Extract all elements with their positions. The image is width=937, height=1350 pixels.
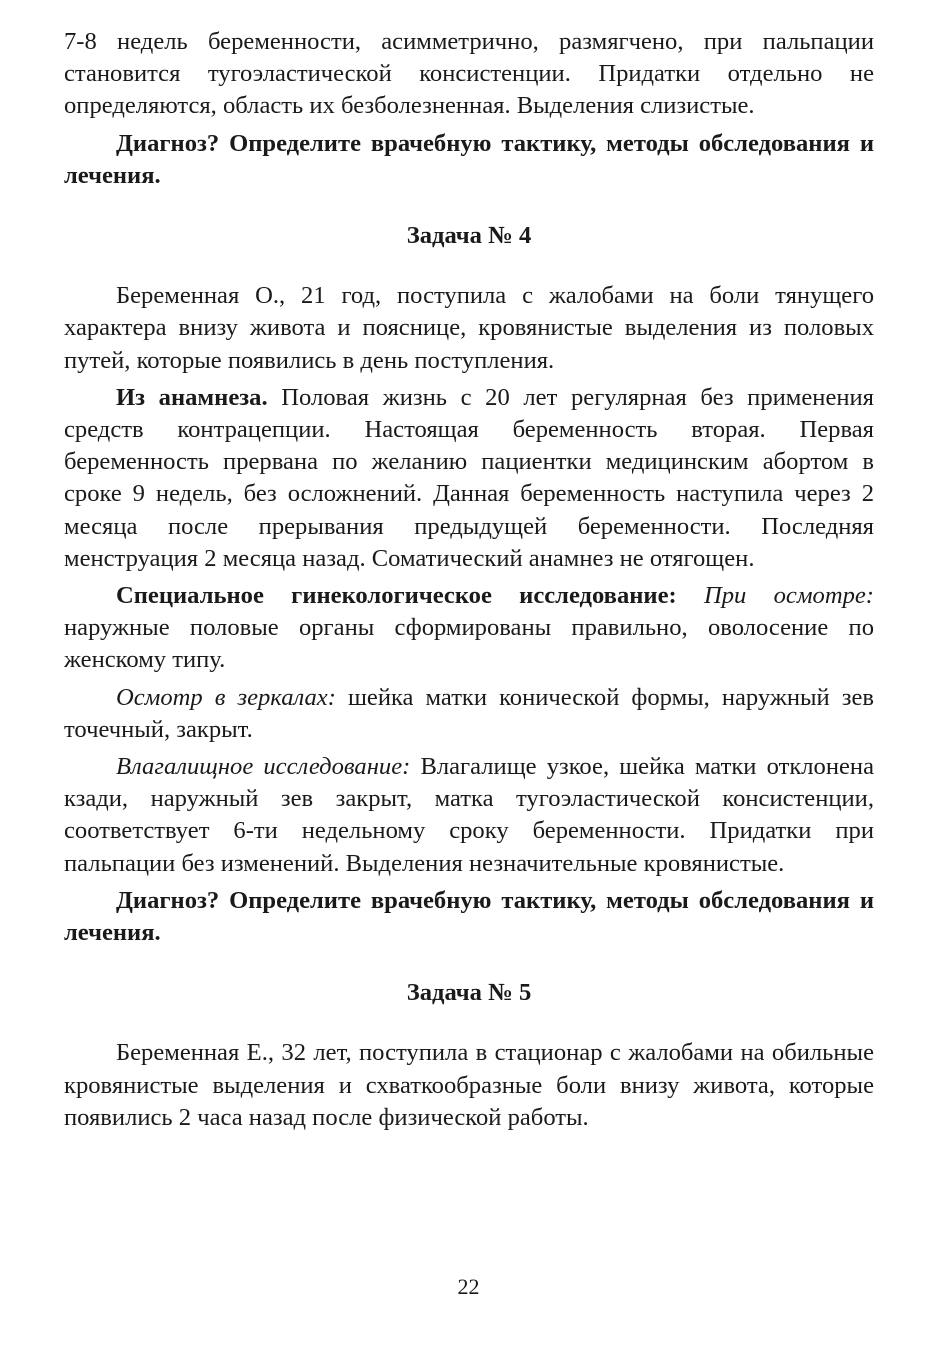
task5-complaint: Беременная Е., 32 лет, поступила в стационар с жалобами на обильные кровянистые выделения и схваткообразные боли внизу живота, которые появились 2 часа назад после физической работы. — [64, 1039, 874, 1131]
anamnesis-text: Половая жизнь с 20 лет регулярная без применения средств контрацепции. Настоящая беременность вторая. Первая беременность прервана по желанию пациентки медицинским абортом в сроке 9 недель, без осложнений. Данная беременность наступила через 2 месяца после прерывания предыдущей беременности. Последняя менструация 2 месяца назад. Соматический анамнез не отягощен. — [64, 383, 874, 572]
inspection-text: наружные половые органы сформированы правильно, оволосение по женскому типу. — [64, 614, 874, 674]
exam-label: Специальное гинекологическое исследование: — [116, 582, 677, 610]
speculum-text: шейка матки конической формы, наружный зев точечный, закрыт. — [64, 683, 875, 743]
intro-paragraph: 7-8 недель беременности, асимметрично, размягчено, при пальпации становится тугоэластической консистенции. Придатки отдельно не определяются, область их безболезненная. Выделения слизистые. — [64, 28, 874, 120]
page-number: 22 — [457, 1274, 480, 1299]
task4-question: Диагноз? Определите врачебную тактику, методы обследования и лечения. — [64, 886, 874, 947]
anamnesis-label: Из анамнеза. — [116, 383, 268, 411]
vaginal-label: Влагалищное исследование: — [116, 753, 411, 781]
intro-question: Диагноз? Определите врачебную тактику, методы обследования и лечения. — [64, 129, 874, 189]
task4-speculum — [64, 682, 874, 746]
inspection-label: При осмотре: — [704, 582, 874, 610]
task4-vaginal — [64, 751, 874, 880]
task4-anamnesis — [64, 382, 874, 575]
task4-complaint: Беременная О., 21 год, поступила с жалобами на боли тянущего характера внизу живота и пояснице, кровянистые выделения из половых путей, которые появились в день поступления. — [64, 282, 874, 374]
task4-gyn-exam — [64, 580, 874, 677]
speculum-label: Осмотр в зеркалах: — [116, 683, 336, 711]
vaginal-text: Влагалище узкое, шейка матки отклонена кзади, наружный зев закрыт, матка тугоэластической консистенции, соответствует 6-ти недельному сроку беременности. Придатки при пальпации без изменений. Выделения незначительные кровянистые. — [64, 753, 874, 877]
task5-heading: Задача № 5 — [406, 979, 532, 1007]
task4-heading: Задача № 4 — [406, 222, 532, 250]
document-page — [64, 26, 874, 1134]
